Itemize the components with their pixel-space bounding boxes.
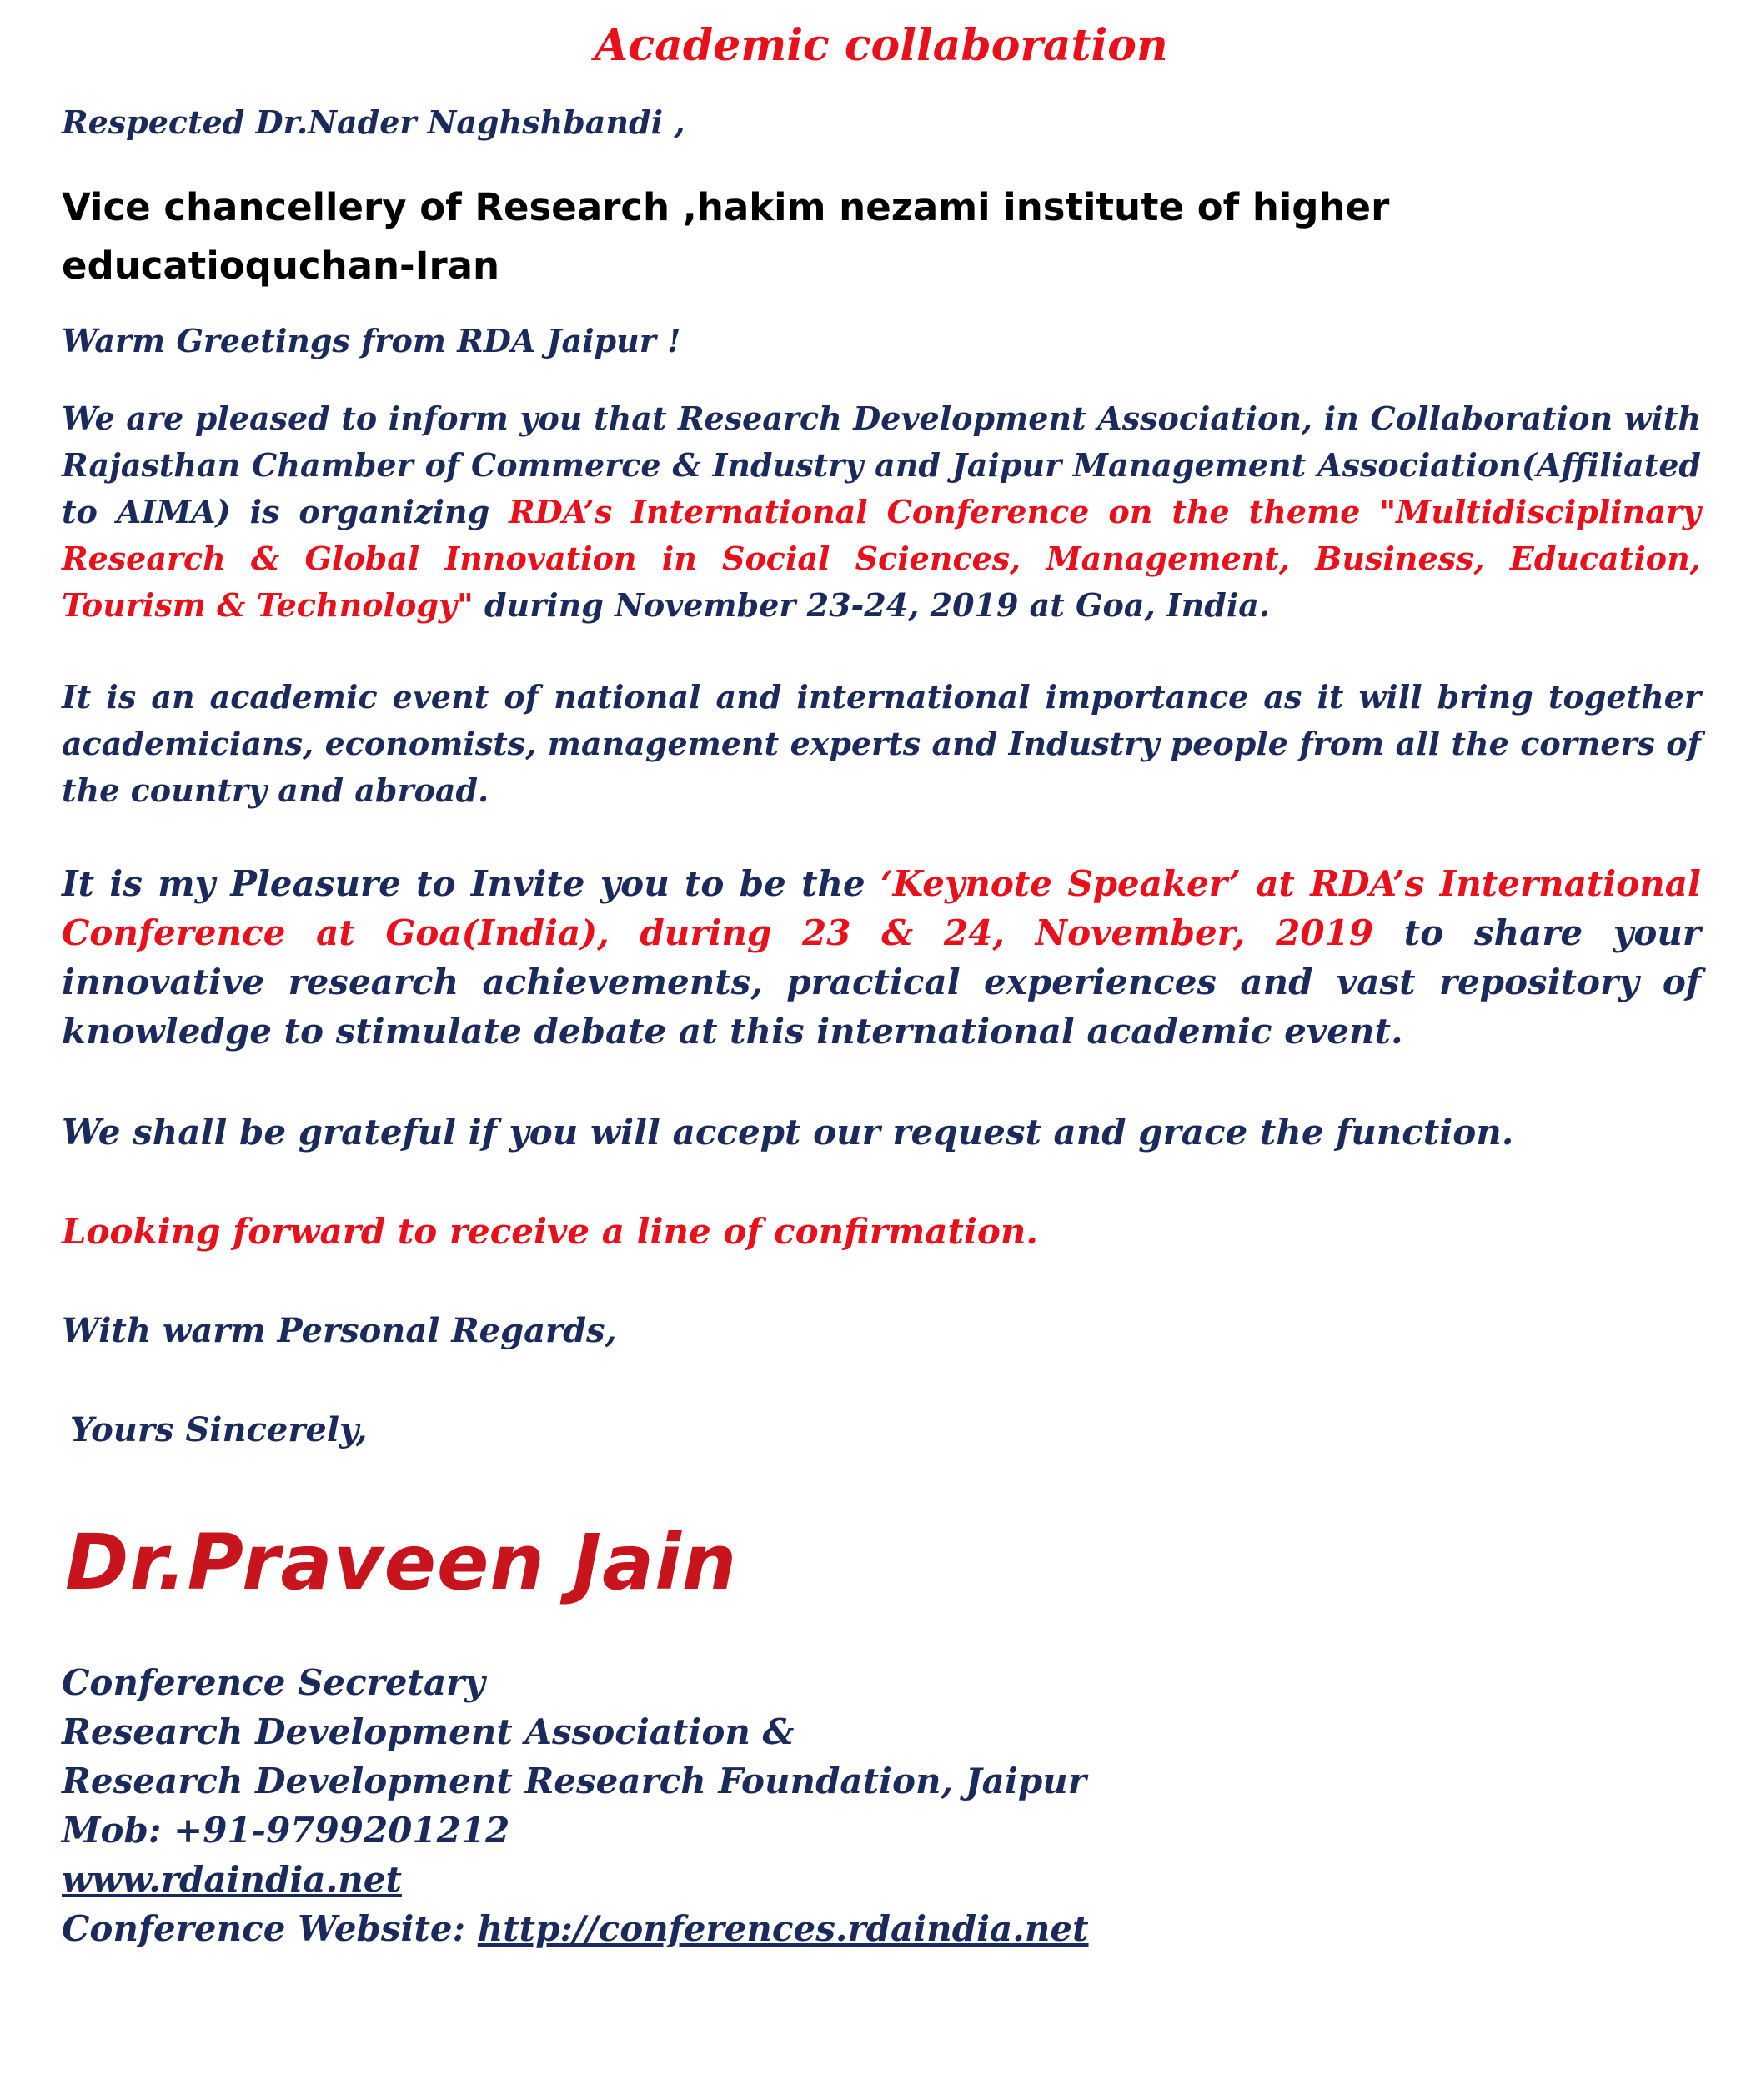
conference-website-link[interactable]: http://conferences.rdaindia.net xyxy=(477,1908,1089,1949)
paragraph-announcement xyxy=(62,395,1701,629)
request-line: We shall be grateful if you will accept our request and grace the function. xyxy=(62,1112,1514,1153)
letter-page xyxy=(62,17,1701,1953)
regards-line: With warm Personal Regards, xyxy=(62,1311,617,1350)
recipient-line: Vice chancellery of Research ,hakim nezami institute of higher educatioquchan-Iran xyxy=(62,185,1390,288)
confirmation-line: Looking forward to receive a line of confirmation. xyxy=(62,1211,1039,1252)
signature-role: Conference Secretary xyxy=(62,1662,485,1703)
website-link[interactable]: www.rdaindia.net xyxy=(62,1859,402,1900)
signature-block xyxy=(62,1658,1701,1953)
paragraph-importance: It is an academic event of national and international importance as it will bring together academicians, economists, management experts and Industry people from all the corners of the country and abroad. xyxy=(62,678,1701,809)
keynote-highlight: ‘Keynote Speaker’ at RDA’s International Conference at Goa(India), during 23 & 24, November, 2019 xyxy=(62,863,1701,953)
letter-title: Academic collaboration xyxy=(595,20,1168,71)
paragraph-invitation-outro: to share your innovative research achievements, practical experiences and vast repository of knowledge to stimulate debate at this international academic event. xyxy=(62,912,1701,1052)
paragraph-announcement-outro: during November 23-24, 2019 at Goa, India. xyxy=(473,586,1271,624)
conference-website-label: Conference Website: xyxy=(62,1908,478,1949)
signature-name: Dr.Praveen Jain xyxy=(65,1518,738,1607)
signature-org-1: Research Development Association & xyxy=(62,1711,795,1752)
paragraph-invitation-intro: It is my Pleasure to Invite you to be the xyxy=(62,863,881,904)
greeting: Warm Greetings from RDA Jaipur ! xyxy=(62,322,681,359)
conference-website-line xyxy=(62,1904,1701,1953)
salutation: Respected Dr.Nader Naghshbandi , xyxy=(62,103,685,141)
signature-org-2: Research Development Research Foundation, Jaipur xyxy=(62,1761,1086,1801)
paragraph-announcement-intro: We are pleased to inform you that Research Development Association, in Collaboration with Rajasthan Chamber of Commerce & Industry and Jaipur Management Association(Affiliated to AIMA) is organizing xyxy=(62,399,1701,530)
sincerely-line: Yours Sincerely, xyxy=(70,1410,368,1449)
paragraph-invitation xyxy=(62,859,1701,1056)
conference-theme-highlight: RDA’s International Conference on the theme "Multidisciplinary Research & Global Innovation in Social Sciences, Management, Business, Education, Tourism & Technology" xyxy=(62,493,1702,624)
signature-mobile: Mob: +91-9799201212 xyxy=(62,1810,510,1851)
